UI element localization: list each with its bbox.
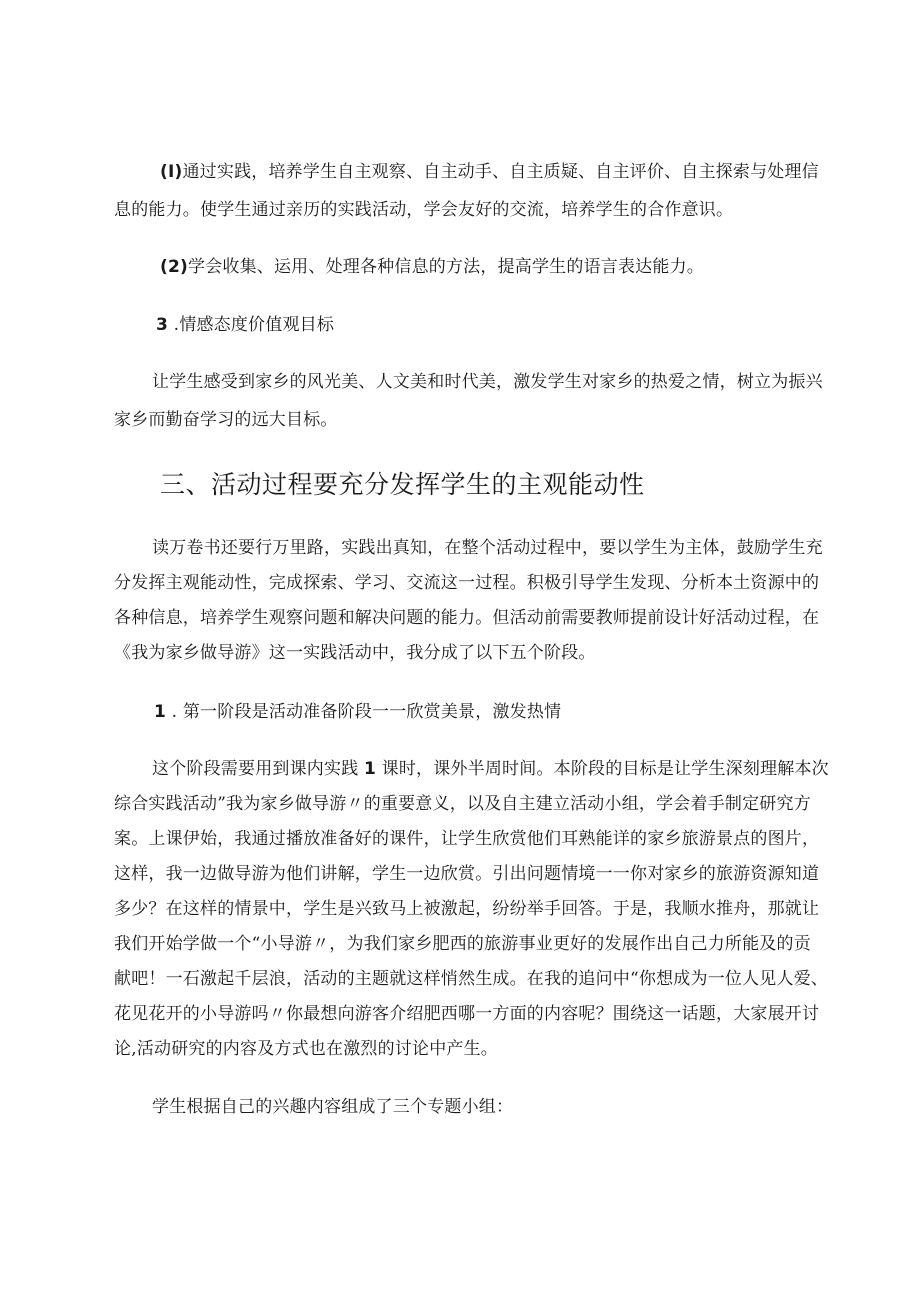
- para2-line1: [160, 257, 860, 277]
- para5-line7: 献吧！一石激起千层浪，活动的主题就这样悄然生成。在我的追问中“你想成为一位人见人爱、: [114, 969, 829, 989]
- para1-line1: [160, 162, 860, 182]
- para4-line4: 《我为家乡做导游》这一实践活动中，我分成了以下五个阶段。: [114, 643, 596, 663]
- subheading-3: [156, 315, 856, 335]
- para3-line1: 让学生感受到家乡的风光美、人文美和时代美，激发学生对家乡的热爱之情，树立为振兴: [152, 372, 823, 392]
- para3-line2: 家乡而勤奋学习的远大目标。: [114, 410, 338, 430]
- para5-line1-a: 这个阶段需要用到课内实践: [152, 759, 365, 779]
- subheading-3-text: .情感态度价值观目标: [168, 315, 335, 335]
- para4-line1: 读万卷书还要行万里路，实践出真知，在整个活动过程中，要以学生为主体，鼓励学生充: [152, 538, 823, 558]
- para5-line1-b: 课时，课外半周时间。本阶段的目标是让学生深刻理解本次: [376, 759, 829, 779]
- para5-line1-num: 1: [364, 759, 377, 779]
- para6-line1: 学生根据自己的兴趣内容组成了三个专题小组：: [152, 1097, 514, 1117]
- para1-line1-text: 通过实践，培养学生自主观察、自主动手、自主质疑、自主评价、自主探索与处理信: [182, 162, 819, 182]
- para4-line3: 各种信息，培养学生观察问题和解决问题的能力。但活动前需要教师提前设计好活动过程，在: [114, 608, 820, 628]
- para5-line9: 论,活动研究的内容及方式也在激烈的讨论中产生。: [114, 1039, 499, 1059]
- para5-line4: 这样，我一边做导游为他们讲解，学生一边欣赏。引出问题情境一一你对家乡的旅游资源知道: [114, 864, 820, 884]
- para5-line5: 多少？在这样的情景中，学生是兴致马上被激起，纷纷举手回答。于是，我顺水推舟，那就让: [114, 899, 820, 919]
- para5-line8: 花见花开的小导游吗〃你最想向游客介绍肥西哪一方面的内容呢？围绕这一话题，大家展开讨: [114, 1004, 820, 1024]
- para2-marker: (2): [160, 257, 188, 277]
- para5-line6: 我们开始学做一个“小导游〃，为我们家乡肥西的旅游事业更好的发展作出自己力所能及的贡: [114, 934, 811, 954]
- subheading-3-marker: 3: [156, 315, 169, 335]
- para5-line2: 综合实践活动”我为家乡做导游〃的重要意义，以及自主建立活动小组，学会着手制定研究方: [114, 794, 811, 814]
- para2-line1-text: 学会收集、运用、处理各种信息的方法，提高学生的语言表达能力。: [187, 257, 704, 277]
- section-heading: 三、活动过程要充分发挥学生的主观能动性: [160, 470, 645, 499]
- subheading-1-text: . 第一阶段是活动准备阶段一一欣赏美景，激发热情: [166, 702, 562, 722]
- para5-line1: [152, 759, 852, 779]
- para5-line3: 案。上课伊始，我通过播放准备好的课件，让学生欣赏他们耳熟能详的家乡旅游景点的图片，: [114, 829, 820, 849]
- subheading-1-marker: 1: [154, 702, 167, 722]
- para4-line2: 分发挥主观能动性，完成探索、学习、交流这一过程。积极引导学生发现、分析本土资源中的: [114, 573, 820, 593]
- para1-line2: 息的能力。使学生通过亲历的实践活动，学会友好的交流，培养学生的合作意识。: [114, 200, 734, 220]
- para1-marker: (I): [160, 162, 183, 182]
- subheading-1: [154, 702, 854, 722]
